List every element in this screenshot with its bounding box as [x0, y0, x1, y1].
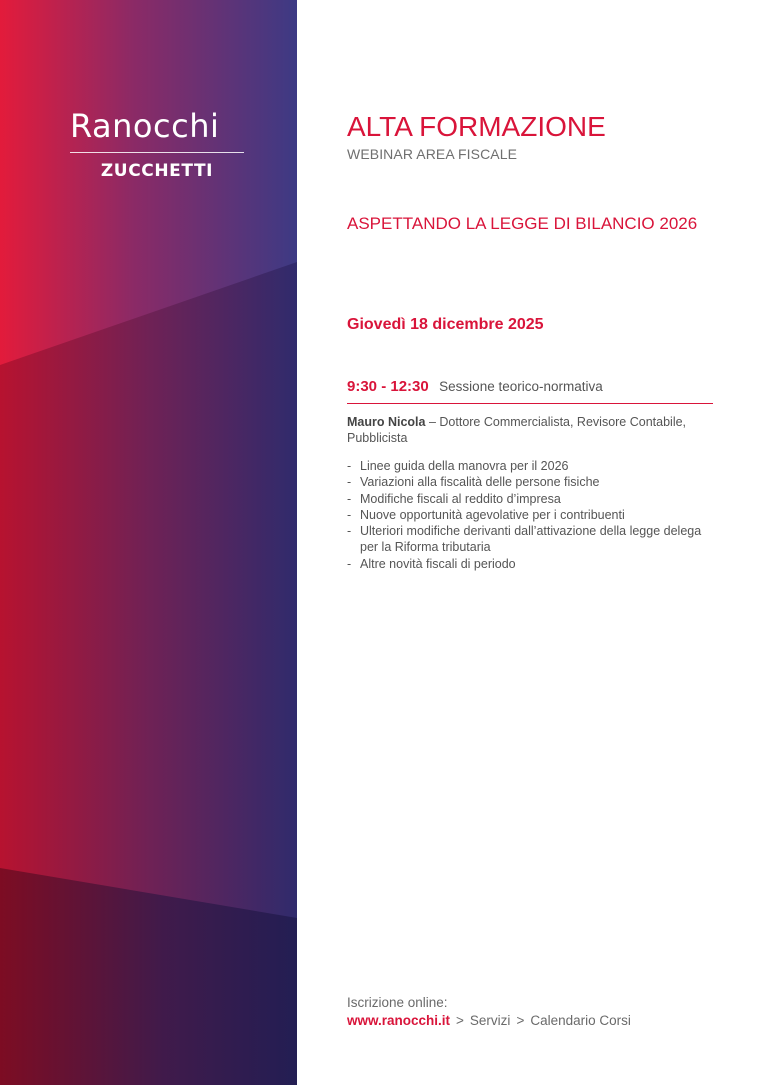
breadcrumb-servizi[interactable]: Servizi [469, 1013, 511, 1028]
speaker-role: – Dottore Commercialista, Revisore Contabile, Pubblicista [347, 415, 687, 445]
speaker-info [347, 414, 707, 446]
page-subtitle: WEBINAR AREA FISCALE [347, 146, 518, 162]
logo-divider [70, 152, 244, 153]
topic-list [347, 458, 713, 572]
list-item: - Modifiche fiscali al reddito d’impresa [347, 491, 713, 507]
signup-label: Iscrizione online: [347, 995, 448, 1010]
page-title: ALTA FORMAZIONE [347, 111, 606, 142]
session-label: Sessione teorico-normativa [439, 379, 603, 394]
breadcrumb-calendario[interactable]: Calendario Corsi [530, 1013, 631, 1028]
brand-name: Ranocchi [70, 107, 220, 145]
brand-sub: ZUCCHETTI [100, 161, 214, 181]
signup-info [347, 994, 631, 1030]
list-item: - Ulteriori modifiche derivanti dall’attivazione della legge delega per la Riforma tributaria [347, 523, 713, 556]
list-item: - Linee guida della manovra per il 2026 [347, 458, 713, 474]
brand-logo [70, 108, 244, 181]
signup-path [347, 1012, 631, 1030]
list-item: - Variazioni alla fiscalità delle persone fisiche [347, 474, 713, 490]
website-link[interactable]: www.ranocchi.it [347, 1013, 451, 1028]
session-header [347, 378, 713, 404]
event-headline: ASPETTANDO LA LEGGE DI BILANCIO 2026 [347, 214, 698, 233]
list-item: - Nuove opportunità agevolative per i contribuenti [347, 507, 713, 523]
event-date: Giovedì 18 dicembre 2025 [347, 316, 544, 333]
speaker-name: Mauro Nicola [347, 415, 426, 429]
session-time: 9:30 - 12:30 [347, 378, 429, 395]
decorative-sidebar [0, 0, 297, 1085]
breadcrumb-separator: > [516, 1013, 525, 1028]
breadcrumb-separator: > [456, 1013, 464, 1028]
list-item: - Altre novità fiscali di periodo [347, 556, 713, 572]
